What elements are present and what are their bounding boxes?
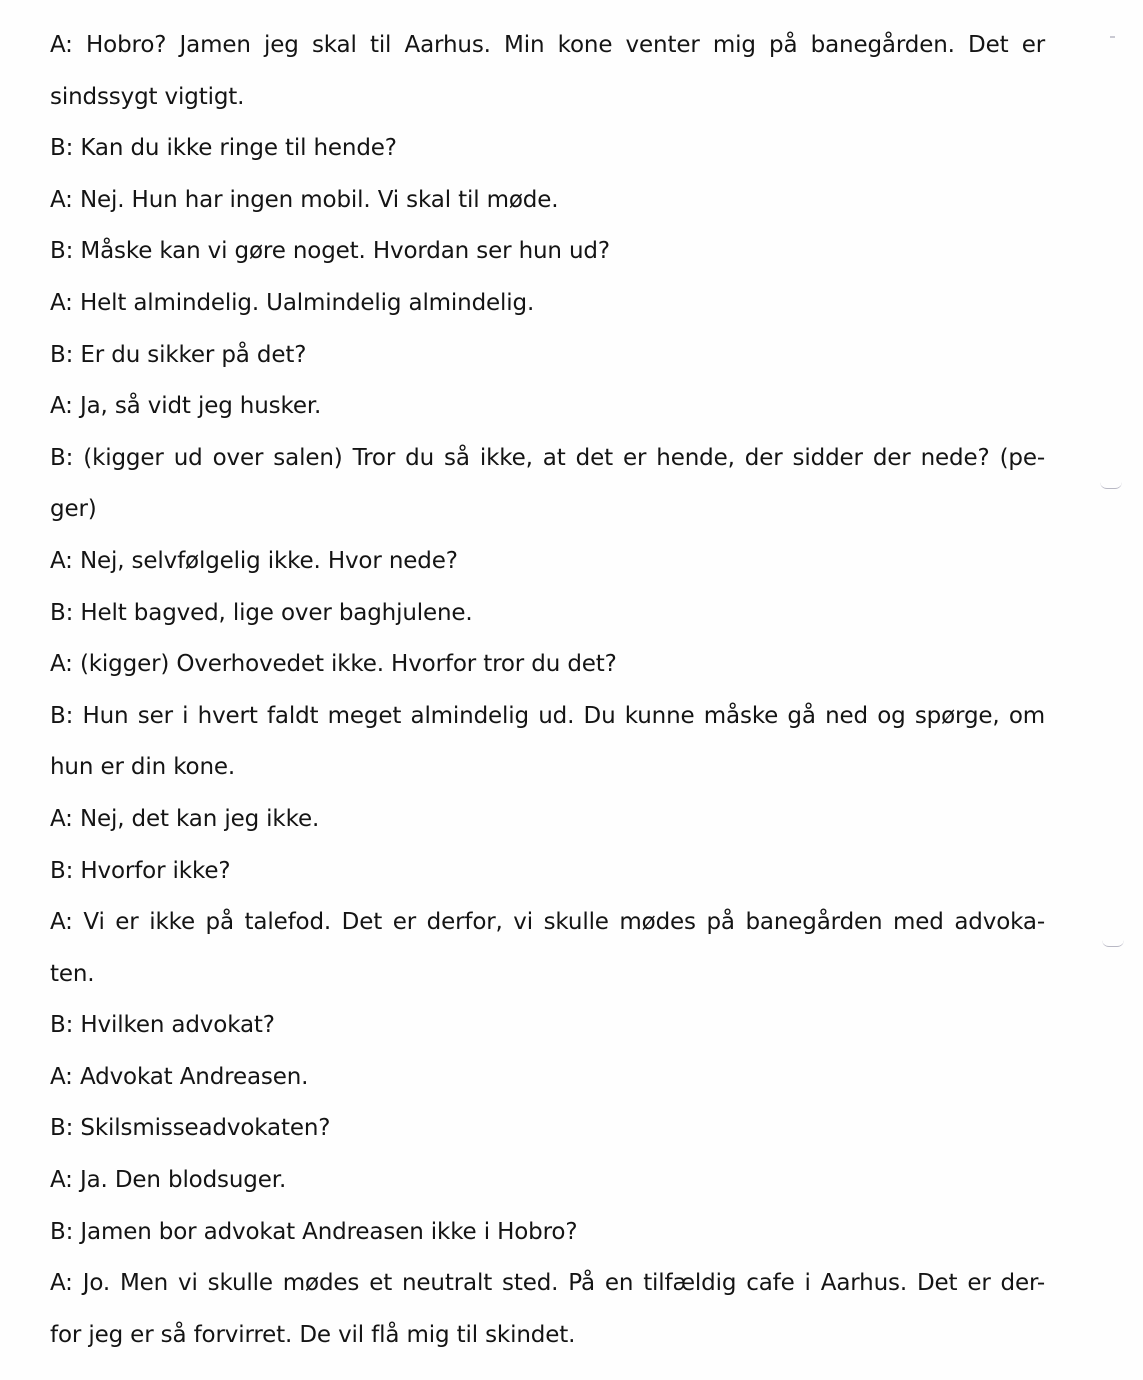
dialogue-line: A: Jo. Men vi skulle mødes et neutralt sted. På en tilfældig cafe i Aarhus. Det er der-	[50, 1270, 1045, 1297]
scan-edge-artifact	[1100, 482, 1122, 489]
dialogue-line: ger)	[50, 496, 97, 523]
dialogue-line: A: Ja, så vidt jeg husker.	[50, 393, 322, 420]
dialogue-line: B: Skilsmisseadvokaten?	[50, 1115, 331, 1142]
dialogue-line: A: Hobro? Jamen jeg skal til Aarhus. Min kone venter mig på banegården. Det er	[50, 32, 1045, 58]
dialogue-line: A: Helt almindelig. Ualmindelig almindelig.	[50, 289, 535, 316]
dialogue-line: A: Nej, det kan jeg ikke.	[50, 805, 320, 832]
dialogue-line: sindssygt vigtigt.	[50, 83, 245, 110]
dialogue-line: B: Hun ser i hvert faldt meget almindelig ud. Du kunne måske gå ned og spørge, om	[50, 702, 1045, 729]
dialogue-line: A: (kigger) Overhovedet ikke. Hvorfor tror du det?	[50, 651, 617, 678]
dialogue-line: A: Nej. Hun har ingen mobil. Vi skal til møde.	[50, 186, 559, 213]
dialogue-line: hun er din kone.	[50, 754, 236, 781]
dialogue-line: for jeg er så forvirret. De vil flå mig til skindet.	[50, 1321, 576, 1348]
dialogue-line: B: Måske kan vi gøre noget. Hvordan ser hun ud?	[50, 238, 610, 265]
dialogue-text	[50, 20, 1045, 1361]
dialogue-line: A: Advokat Andreasen.	[50, 1063, 309, 1090]
dialogue-line: B: Hvorfor ikke?	[50, 857, 231, 884]
dialogue-line: A: Nej, selvfølgelig ikke. Hvor nede?	[50, 547, 458, 574]
dialogue-line: B: Helt bagved, lige over baghjulene.	[50, 599, 473, 626]
dialogue-line: B: Jamen bor advokat Andreasen ikke i Hobro?	[50, 1218, 578, 1245]
dialogue-line: ten.	[50, 960, 95, 987]
dialogue-line: A: Ja. Den blodsuger.	[50, 1167, 287, 1194]
scan-edge-artifact	[1102, 940, 1124, 947]
dialogue-line: B: (kigger ud over salen) Tror du så ikke, at det er hende, der sidder der nede? (pe-	[50, 444, 1045, 471]
dialogue-line: A: Vi er ikke på talefod. Det er derfor, vi skulle mødes på banegården med advoka-	[50, 909, 1045, 936]
dialogue-line: B: Kan du ikke ringe til hende?	[50, 135, 397, 162]
scan-margin-mark	[1110, 36, 1115, 38]
dialogue-line: B: Hvilken advokat?	[50, 1012, 275, 1039]
dialogue-line: B: Er du sikker på det?	[50, 341, 307, 368]
